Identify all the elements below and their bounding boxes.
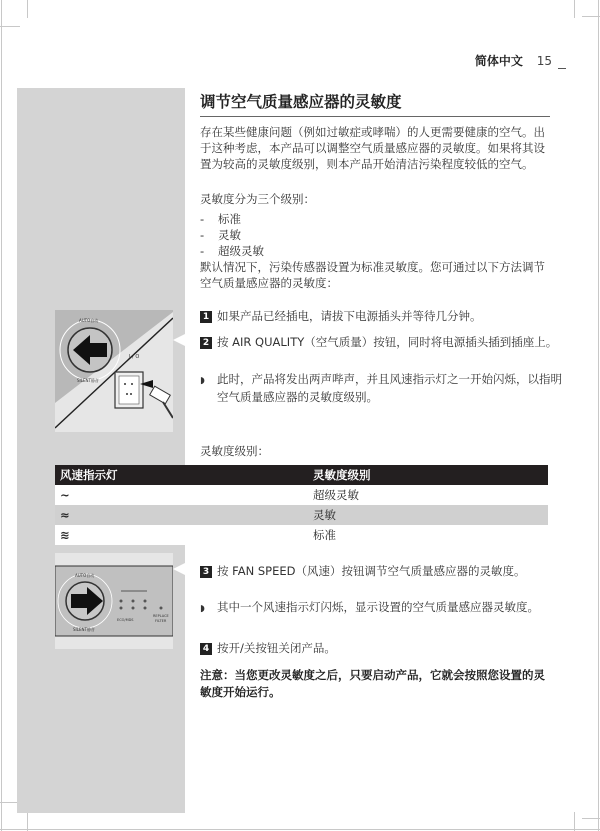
page-header <box>475 52 552 69</box>
device-plug-illustration <box>55 310 173 432</box>
svg-text:I / O: I / O <box>129 354 140 360</box>
intro-paragraph: 存在某些健康问题（例如过敏症或哮喘）的人更需要健康的空气。出于这种考虑，本产品可以调整空气质量感应器的灵敏度。如果将其设置为较高的灵敏度级别，则本产品开始清洁污染程度较低的空气。 <box>200 125 545 171</box>
step-2: 2 按 AIR QUALITY（空气质量）按钮，同时将电源插头插到插座上。 <box>200 334 567 350</box>
column-header: 灵敏度级别 <box>313 468 371 482</box>
step-number-icon: 2 <box>200 337 212 349</box>
result-bullet-icon: ◗ <box>200 604 205 614</box>
section-title: 调节空气质量感应器的灵敏度 <box>200 90 550 117</box>
table-row <box>55 505 548 525</box>
figure-pointer-icon <box>173 334 185 346</box>
page-number: 15 <box>536 54 552 68</box>
figure-pointer-icon <box>173 563 185 575</box>
figure-unplug-plug <box>55 310 173 432</box>
result-bullet-icon: ◗ <box>200 376 205 386</box>
table-row <box>55 485 548 505</box>
step-result: ◗ 其中一个风速指示灯闪烁，显示设置的空气质量感应器灵敏度。 <box>200 599 567 617</box>
fan-speed-2-icon: ≈ <box>60 508 70 522</box>
svg-text:ECO/MDS: ECO/MDS <box>117 618 134 622</box>
default-text: 默认情况下，污染传感器设置为标准灵敏度。您可通过以下方法调节空气质量感应器的灵敏度： <box>200 260 545 290</box>
figure-control-panel <box>55 553 173 649</box>
sensitivity-table <box>55 465 548 545</box>
table-caption: 灵敏度级别： <box>200 444 269 458</box>
list-item: - 标准 <box>200 212 241 226</box>
step-result: ◗ 此时，产品将发出两声哔声，并且风速指示灯之一开始闪烁，以指明空气质量感应器的灵敏度级别。 <box>200 372 562 404</box>
crop-mark <box>0 26 20 27</box>
control-panel-illustration <box>55 553 173 649</box>
list-item: - 超级灵敏 <box>200 244 264 258</box>
fan-speed-1-icon: ∼ <box>60 488 70 502</box>
table-cell: 灵敏 <box>313 508 336 522</box>
levels-intro: 灵敏度分为三个级别： <box>200 192 315 206</box>
step-number-icon: 1 <box>200 311 212 323</box>
step-number-icon: 4 <box>200 643 212 655</box>
step-number-icon: 3 <box>200 566 212 578</box>
svg-text:SILENT静音: SILENT静音 <box>77 378 99 383</box>
crop-mark <box>574 0 575 18</box>
svg-text:AUTO自动: AUTO自动 <box>79 318 99 323</box>
fan-speed-3-icon: ≋ <box>60 528 70 542</box>
list-item: - 灵敏 <box>200 228 241 242</box>
crop-mark <box>1 0 2 831</box>
sidebar-gray-column <box>17 88 185 813</box>
step-1: 1 如果产品已经插电，请拔下电源插头并等待几分钟。 <box>200 308 567 324</box>
svg-text:FILTER: FILTER <box>155 619 167 623</box>
step-3: 3 按 FAN SPEED（风速）按钮调节空气质量感应器的灵敏度。 <box>200 563 567 579</box>
language-label: 简体中文 <box>474 54 523 68</box>
svg-text:REPLACE: REPLACE <box>153 614 169 618</box>
note-text: 注意：当您更改灵敏度之后，只要启动产品，它就会按照您设置的灵敏度开始运行。 <box>200 668 545 699</box>
table-row <box>55 525 548 545</box>
table-cell: 标准 <box>313 528 336 542</box>
svg-text:SILENT静音: SILENT静音 <box>73 627 95 632</box>
column-header: 风速指示灯 <box>60 468 118 482</box>
table-header-row <box>55 465 548 485</box>
levels-list <box>200 211 550 259</box>
crop-mark <box>27 0 28 18</box>
table-cell: 超级灵敏 <box>313 488 359 502</box>
crop-mark <box>0 829 600 830</box>
step-4: 4 按开/关按钮关闭产品。 <box>200 640 567 656</box>
crop-mark <box>558 68 566 69</box>
svg-text:AUTO自动: AUTO自动 <box>75 573 95 578</box>
crop-mark <box>598 0 599 831</box>
